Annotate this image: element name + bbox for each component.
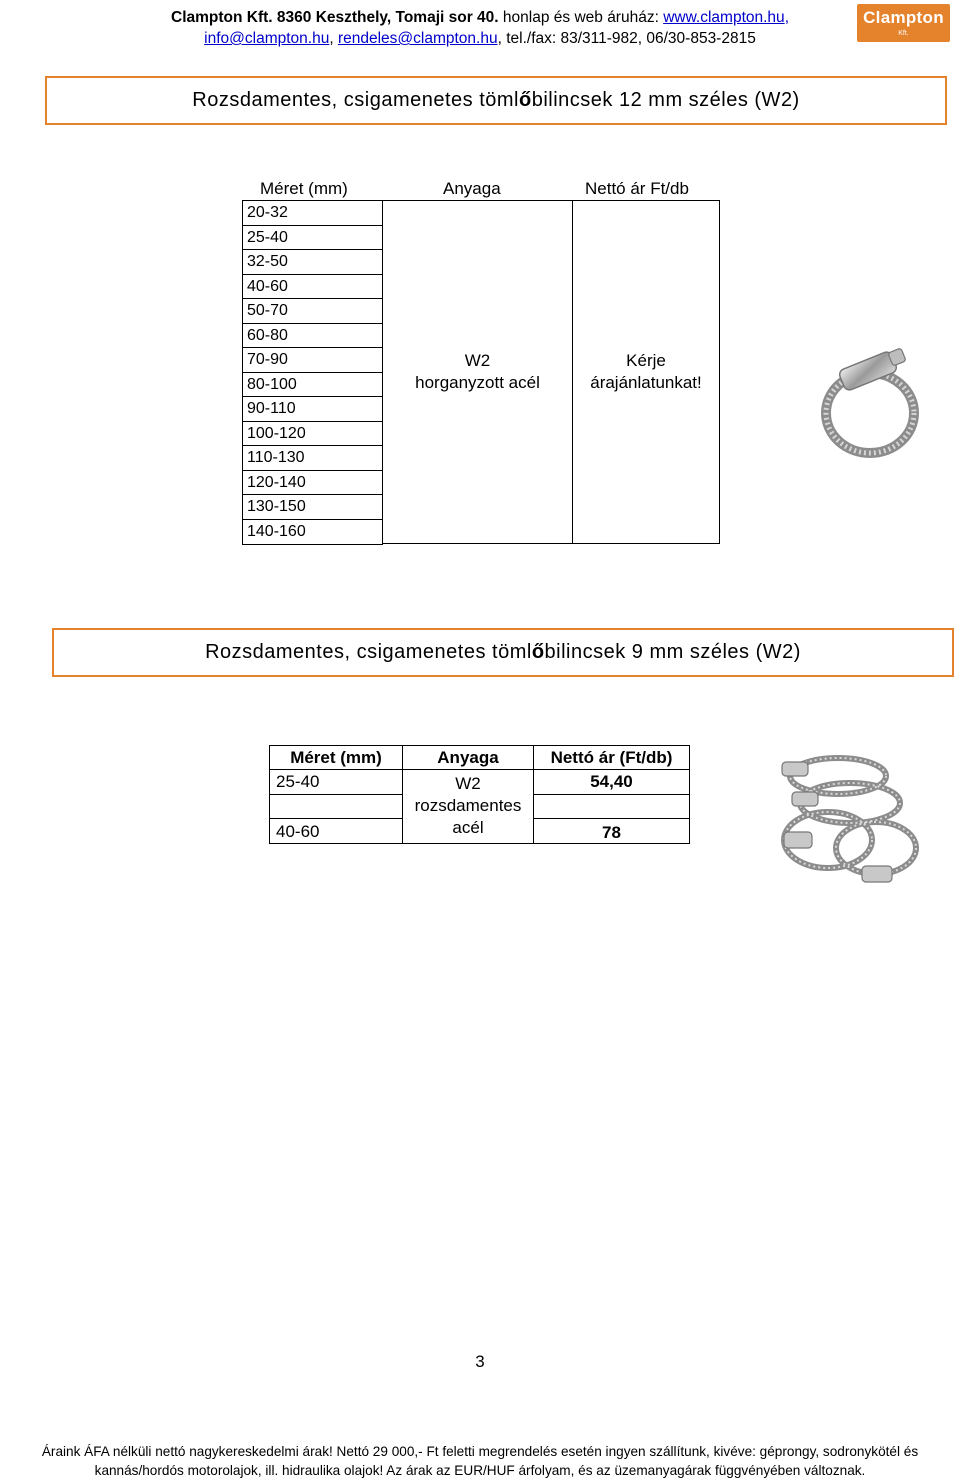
section-title-part: bilincsek 9 mm széles (W2) <box>544 641 801 663</box>
logo-text: Clampton <box>863 8 944 27</box>
size-cell: 25-40 <box>243 226 383 251</box>
size-cell: 130-150 <box>243 495 383 520</box>
material-code: W2 <box>464 351 491 370</box>
price-request-line2: árajánlatunkat! <box>590 373 702 392</box>
size-cell: 90-110 <box>243 397 383 422</box>
section-title-part: ő <box>519 89 532 111</box>
material-cell <box>402 769 534 844</box>
size-cell: 80-100 <box>243 373 383 398</box>
size-column <box>242 200 383 545</box>
footer-line1: Áraink ÁFA nélküli nettó nagykereskedelmi árak! Nettó 29 000,- Ft feletti megrendelés esetén ingyen szállítunk, kivéve: géprongy, sodronykötél és <box>41 1444 919 1459</box>
size-cell: 20-32 <box>243 201 383 226</box>
clampton-logo <box>857 4 950 42</box>
size-cell: 32-50 <box>243 250 383 275</box>
price-request-line1: Kérje <box>626 351 666 370</box>
column-header-material: Anyaga <box>443 179 501 198</box>
section-title-12mm <box>45 76 947 125</box>
size-cell: 40-60 <box>269 818 403 844</box>
price-cell <box>572 200 720 544</box>
email-orders-link[interactable]: rendeles@clampton.hu <box>337 30 498 47</box>
material-name-cont: acél <box>452 818 484 837</box>
email-info-link[interactable]: info@clampton.hu <box>204 30 330 47</box>
price-table-12mm <box>242 178 720 545</box>
hose-clamps-group-image <box>778 748 928 890</box>
column-header-size: Méret (mm) <box>269 745 403 770</box>
company-header-line1 <box>0 8 960 28</box>
size-cell: 50-70 <box>243 299 383 324</box>
comma: , <box>784 9 789 26</box>
size-cell: 60-80 <box>243 324 383 349</box>
size-cell: 25-40 <box>269 769 403 795</box>
page-number: 3 <box>475 1352 485 1371</box>
empty-cell <box>269 794 403 819</box>
empty-cell <box>533 794 690 819</box>
price-table-9mm <box>269 745 690 844</box>
size-cell: 120-140 <box>243 471 383 496</box>
section-title-9mm <box>52 628 954 677</box>
size-cell: 40-60 <box>243 275 383 300</box>
price-cell: 78 <box>533 818 690 844</box>
section-title-part: Rozsdamentes, csigamenetes töml <box>192 89 519 111</box>
size-cell: 100-120 <box>243 422 383 447</box>
size-cell: 140-160 <box>247 522 306 540</box>
section-title-part: ő <box>531 641 545 663</box>
column-header-price: Nettó ár Ft/db <box>585 179 689 198</box>
column-header-material: Anyaga <box>402 745 534 770</box>
size-cell: 110-130 <box>243 446 383 471</box>
phone-fax: , tel./fax: 83/311-982, 06/30-853-2815 <box>497 30 756 47</box>
hose-clamp-image <box>812 338 922 460</box>
material-name: rozsdamentes <box>414 796 522 815</box>
company-header-line2 <box>0 29 960 49</box>
separator: , <box>329 30 334 47</box>
column-header-size: Méret (mm) <box>260 179 348 198</box>
size-cell: 70-90 <box>243 348 383 373</box>
column-header-price: Nettó ár (Ft/db) <box>533 745 690 770</box>
web-label: honlap és web áruház: <box>502 9 659 26</box>
footer-line2: kannás/hordós motorolajok, ill. hidraulika olajok! Az árak az EUR/HUF árfolyam, és az üzemanyagárak függvényében változnak. <box>94 1463 866 1478</box>
company-address: Clampton Kft. 8360 Keszthely, Tomaji sor 40. <box>171 9 499 26</box>
section-title-part: Rozsdamentes, csigamenetes töml <box>205 641 532 663</box>
logo-subtext: Kft. <box>898 30 909 37</box>
material-code: W2 <box>455 774 481 793</box>
website-link[interactable]: www.clampton.hu <box>663 9 785 26</box>
price-cell: 54,40 <box>533 769 690 795</box>
material-cell <box>382 200 573 544</box>
section-title-part: bilincsek 12 mm széles (W2) <box>531 89 800 111</box>
material-name: horganyzott acél <box>415 373 540 392</box>
